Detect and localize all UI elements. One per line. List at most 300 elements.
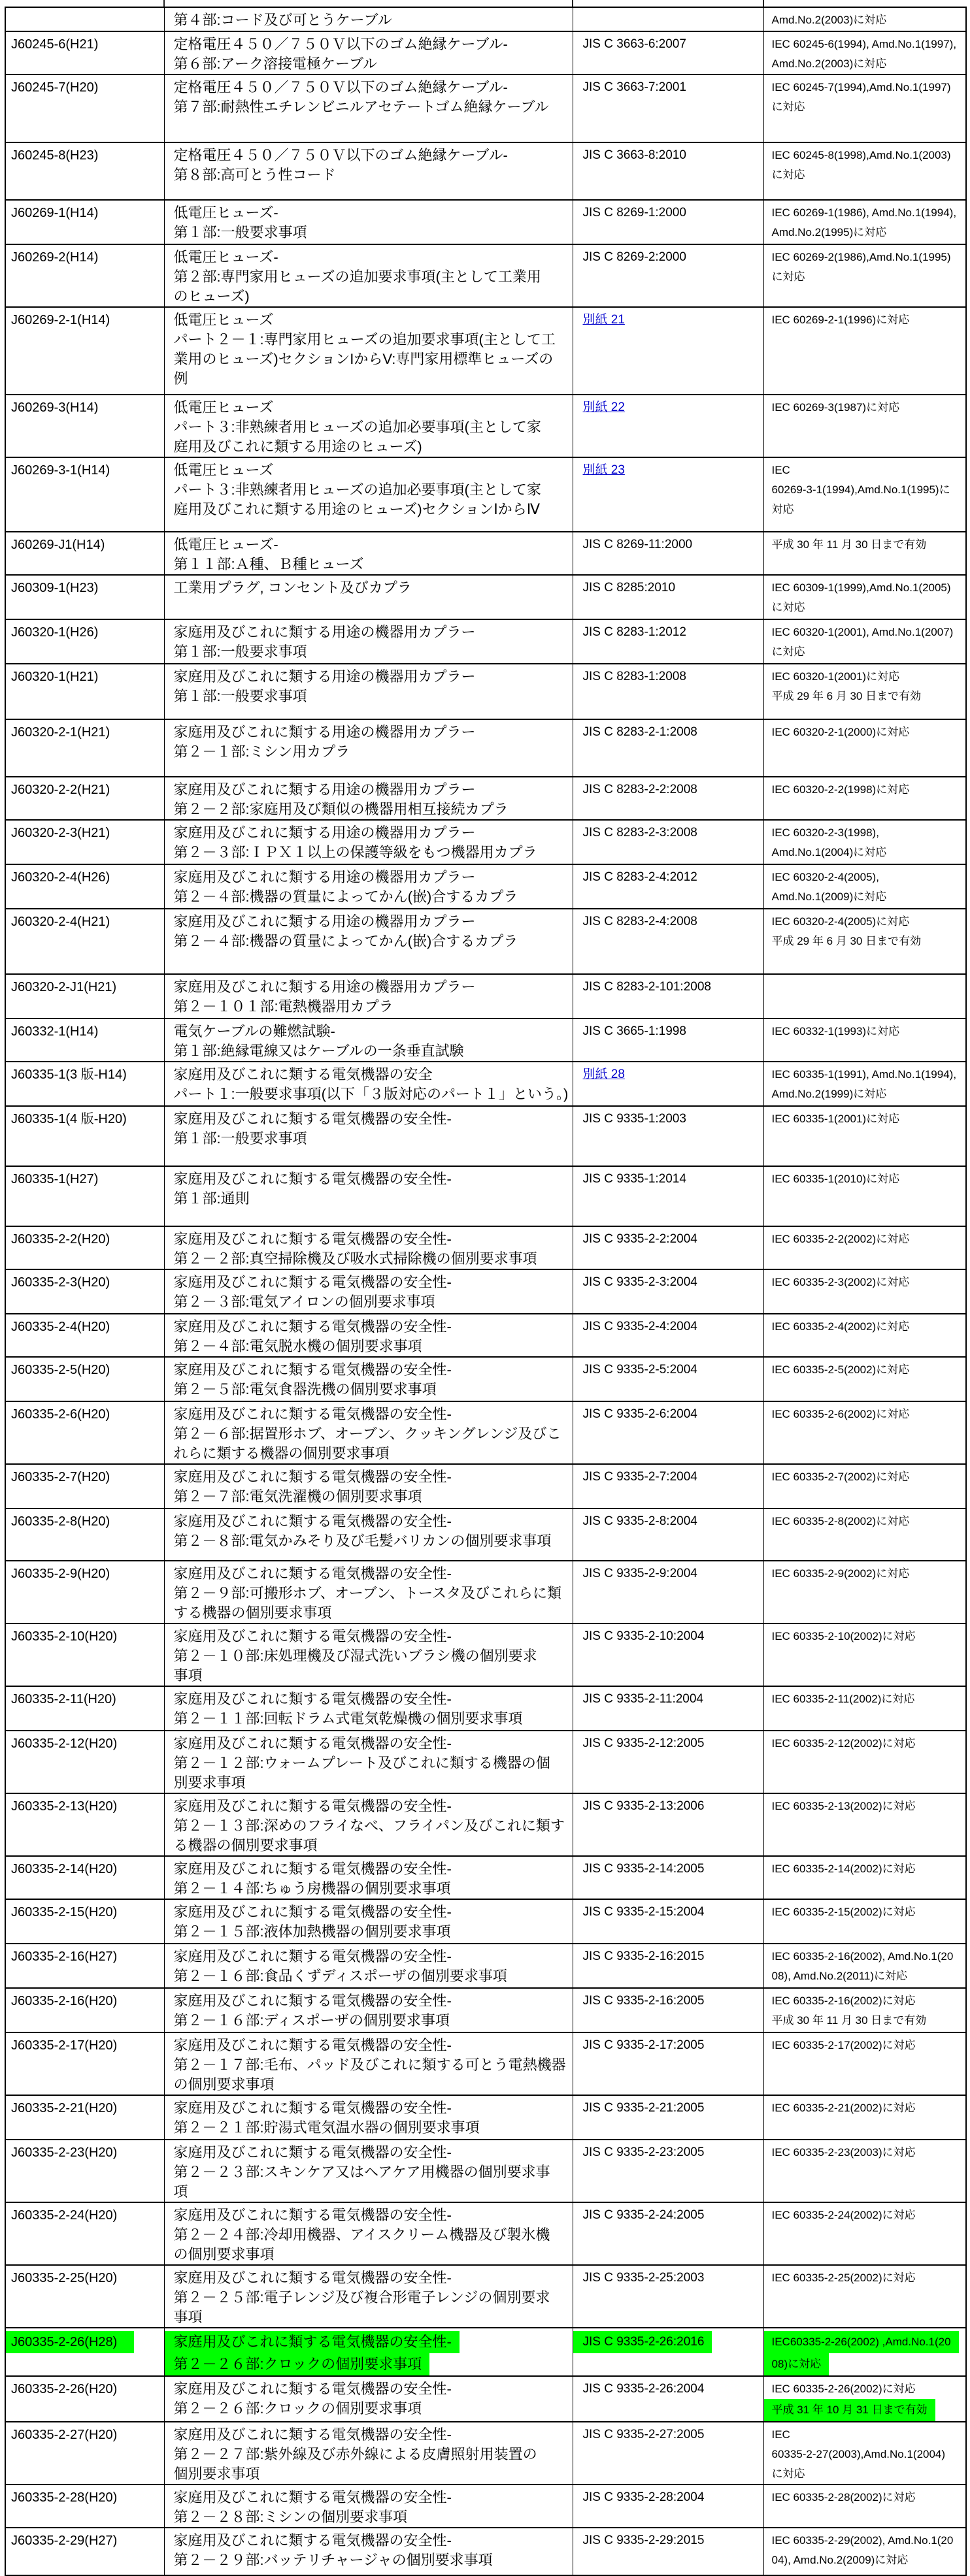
table-row (5, 2485, 966, 2528)
jis-line (583, 2036, 761, 2055)
standard-code-cell (5, 1899, 164, 1944)
standard-code-cell (5, 1019, 164, 1062)
standard-title-line (174, 2307, 570, 2327)
jis-standard-cell (573, 2032, 763, 2095)
standard-title-text: 第６部:アーク溶接電極ケーブル (173, 56, 377, 72)
standard-title-line (174, 1444, 570, 1463)
standard-code-cell (5, 619, 164, 664)
iec-correspondence-line (772, 687, 963, 706)
iec-correspondence-text: 平成 29 年 6 月 30 日まで有効 (771, 690, 922, 702)
standard-code-line (11, 2143, 161, 2162)
standard-code-cell (5, 1464, 164, 1508)
jis-standard-cell (573, 909, 763, 974)
iec-correspondence-line (772, 2464, 963, 2484)
standard-title-line (174, 578, 570, 598)
standards-table-body (5, 7, 966, 2575)
iec-correspondence-text: IEC 60269-3(1987)に対応 (771, 401, 900, 414)
standard-title-line (174, 2075, 570, 2095)
iec-correspondence-line (772, 1689, 963, 1709)
standard-title-text: 家庭用及びこれに類する電気機器の安全性- (173, 1318, 452, 1335)
jis-text: JIS C 9335-2-2:2004 (582, 1232, 697, 1246)
standard-title-text: 項 (173, 2183, 188, 2200)
jis-line (583, 1797, 761, 1816)
standard-code-text: J60320-2-2(H21) (11, 783, 110, 797)
table-row (5, 2528, 966, 2575)
standard-title-text: 第２－２８部:ミシンの個別要求事項 (173, 2509, 408, 2525)
standard-title-text: れらに類する機器の個別要求事項 (173, 1445, 390, 1461)
iec-correspondence-line (772, 2036, 963, 2055)
iec-correspondence-cell (763, 2485, 966, 2528)
table-row (5, 777, 966, 820)
iec-correspondence-text: 60269-3-1(1994),Amd.No.1(1995)に (771, 483, 950, 496)
standard-code-text: J60335-2-16(H27) (11, 1949, 118, 1964)
standard-title-line (174, 2245, 570, 2264)
iec-correspondence-line (772, 2011, 963, 2030)
jis-line (583, 578, 761, 598)
standard-code-cell (5, 2485, 164, 2528)
standard-code-text: J60335-2-9(H20) (11, 1567, 110, 1581)
standard-code-text: J60335-2-14(H20) (11, 1862, 118, 1876)
jis-standard-cell (573, 1226, 763, 1269)
table-row (5, 2422, 966, 2485)
iec-correspondence-line (772, 2379, 963, 2399)
jis-text: JIS C 8269-1:2000 (582, 206, 686, 220)
iec-correspondence-text: 08)に対応 (764, 2353, 829, 2375)
iec-correspondence-line (772, 1947, 963, 1966)
standard-title-text: 家庭用及びこれに類する電気機器の安全性- (173, 1171, 452, 1187)
standard-title-line (174, 1947, 570, 1966)
jis-standard-cell (573, 1508, 763, 1561)
table-row (5, 1561, 966, 1623)
standard-title-line (174, 2206, 570, 2225)
standard-title-cell (164, 2095, 573, 2140)
jis-line (583, 868, 761, 887)
standard-title-cell (164, 1623, 573, 1686)
jis-standard-cell (573, 307, 763, 395)
standard-title-text: 家庭用及びこれに類する用途の機器用カプラー (173, 781, 476, 798)
standard-title-text: 第２－２７部:紫外線及び赤外線による皮膚照射用装置の (173, 2446, 537, 2462)
standard-title-line (174, 1512, 570, 1531)
standard-code-text: J60335-2-29(H27) (11, 2534, 118, 2548)
standard-title-text: 第２－１部:ミシン用カプラ (173, 743, 350, 760)
standard-title-cell (164, 1508, 573, 1561)
standard-title-text: 定格電圧４５０／７５０Ｖ以下のゴム絶縁ケーブル- (173, 36, 508, 52)
jis-standard-cell (573, 31, 763, 74)
iec-correspondence-cell (763, 457, 966, 532)
standard-title-line (174, 800, 570, 819)
standard-title-text: パート３:非熟練者用ヒューズの追加必要事項(主として家 (173, 419, 541, 435)
jis-text: JIS C 9335-1:2003 (582, 1112, 686, 1126)
standard-title-line (174, 1797, 570, 1816)
iec-correspondence-text: IEC 60335-2-24(2002)に対応 (771, 2209, 916, 2221)
standard-title-cell (164, 1988, 573, 2032)
standard-title-line (174, 146, 570, 165)
iec-correspondence-text: IEC 60332-1(1993)に対応 (771, 1025, 900, 1037)
standard-code-line (11, 2036, 161, 2055)
standard-code-text: J60269-2-1(H14) (11, 313, 110, 327)
standard-code-text: J60335-2-27(H20) (11, 2428, 118, 2442)
standard-code-line (11, 2098, 161, 2118)
table-row (5, 1623, 966, 1686)
standard-title-line (174, 2098, 570, 2118)
standard-title-cell (164, 457, 573, 532)
standard-title-line (174, 437, 570, 457)
standard-title-text: 家庭用及びこれに類する電気機器の安全性- (173, 1628, 452, 1644)
jis-text: JIS C 3663-8:2010 (582, 148, 686, 162)
iec-correspondence-cell (763, 74, 966, 142)
standard-code-cell (5, 1166, 164, 1226)
jis-line (583, 1689, 761, 1709)
standard-title-text: 電気ケーブルの難燃試験- (173, 1023, 335, 1039)
standard-title-text: 第２－２６部:クロックの個別要求事項 (173, 2400, 422, 2417)
standard-title-line (174, 1666, 570, 1686)
standard-title-line (174, 642, 570, 662)
iec-correspondence-cell (763, 2095, 966, 2140)
standard-code-cell (5, 1623, 164, 1686)
table-row (5, 307, 966, 395)
standard-title-text: 第２－１４部:ちゅう房機器の個別要求事項 (173, 1880, 451, 1897)
iec-correspondence-cell (763, 619, 966, 664)
standard-title-line (174, 1603, 570, 1623)
iec-correspondence-text: IEC 60245-6(1994), Amd.No.1(1997), (771, 38, 957, 50)
standard-title-text: 家庭用及びこれに類する電気機器の安全性- (173, 1469, 452, 1485)
jis-standard-cell (573, 1561, 763, 1623)
standard-title-text: 家庭用及びこれに類する電気機器の安全性- (173, 1904, 452, 1920)
standard-code-cell (5, 820, 164, 864)
standard-code-cell (5, 395, 164, 457)
standard-title-cell (164, 7, 573, 31)
standard-code-text: J60335-2-12(H20) (11, 1736, 118, 1751)
standard-code-text: J60335-2-26(H20) (11, 2382, 118, 2396)
iec-correspondence-cell (763, 575, 966, 619)
standard-title-line (174, 2182, 570, 2202)
jis-line (583, 203, 761, 223)
jis-line (583, 823, 761, 843)
standard-title-line (174, 742, 570, 762)
iec-correspondence-line (772, 223, 963, 242)
standard-title-line (174, 1380, 570, 1399)
standard-code-text: J60320-1(H26) (11, 625, 99, 640)
standard-title-line (174, 2118, 570, 2138)
standard-code-text: J60335-1(H27) (11, 1172, 99, 1186)
standard-code-line (11, 1859, 161, 1879)
standard-code-line (11, 1947, 161, 1966)
standard-code-line (11, 1405, 161, 1424)
iec-correspondence-line (772, 10, 963, 30)
jis-standard-cell (573, 1401, 763, 1464)
standard-title-line (174, 997, 570, 1017)
jis-standard-cell (573, 619, 763, 664)
standard-title-cell (164, 2140, 573, 2202)
standard-code-text: J60335-2-4(H20) (11, 1320, 110, 1334)
standard-title-text: 第２－１５部:液体加熱機器の個別要求事項 (173, 1923, 451, 1940)
standard-code-cell (5, 2032, 164, 2095)
jis-standard-cell (573, 457, 763, 532)
table-row (5, 1357, 966, 1401)
standard-code-line (11, 310, 161, 330)
standard-title-cell (164, 1166, 573, 1226)
standard-title-text: 第２－９部:可搬形ホブ、オーブン、トースタ及びこれらに類 (173, 1585, 562, 1601)
standard-title-line (174, 977, 570, 997)
jis-standard-cell (573, 2095, 763, 2140)
standard-code-cell (5, 31, 164, 74)
iec-correspondence-text: に対応 (771, 2468, 805, 2480)
standard-code-cell (5, 2095, 164, 2140)
standard-title-line (174, 932, 570, 951)
jis-text: JIS C 9335-2-26:2016 (573, 2331, 712, 2353)
attachment-link[interactable]: 別紙 28 (582, 1068, 625, 1081)
standard-code-cell (5, 909, 164, 974)
jis-standard-cell (573, 1899, 763, 1944)
iec-correspondence-line (772, 2353, 963, 2375)
jis-line (583, 780, 761, 800)
standard-title-text: 家庭用及びこれに類する電気機器の安全性- (173, 1565, 452, 1582)
jis-text: JIS C 9335-2-25:2003 (582, 2271, 705, 2285)
standard-title-text: 第２－４部:電気脱水機の個別要求事項 (173, 1338, 422, 1354)
standard-title-line (174, 1487, 570, 1507)
standard-title-line (174, 1189, 570, 1209)
standard-title-line (174, 2162, 570, 2182)
standards-table (5, 7, 967, 2576)
standard-title-line (174, 165, 570, 185)
standard-title-line (174, 2425, 570, 2445)
standard-title-line (174, 1646, 570, 1666)
jis-text: JIS C 9335-2-10:2004 (582, 1629, 705, 1643)
table-row (5, 820, 966, 864)
standard-title-line (174, 555, 570, 574)
iec-correspondence-cell (763, 1401, 966, 1464)
standard-code-line (11, 1564, 161, 1584)
jis-text: JIS C 9335-2-21:2005 (582, 2101, 705, 2115)
standard-title-line (174, 369, 570, 389)
standard-title-cell (164, 244, 573, 307)
standard-title-cell (164, 1019, 573, 1062)
iec-correspondence-text: IEC 60335-2-15(2002)に対応 (771, 1906, 916, 1918)
jis-standard-cell (573, 2422, 763, 2485)
standard-title-line (174, 2379, 570, 2399)
standard-title-cell (164, 1686, 573, 1731)
table-row (5, 31, 966, 74)
standard-code-text: J60335-2-6(H20) (11, 1407, 110, 1422)
standard-title-line (174, 1022, 570, 1041)
jis-text: JIS C 8269-11:2000 (582, 538, 693, 551)
iec-correspondence-text: IEC 60335-2-13(2002)に対応 (771, 1800, 916, 1812)
attachment-link[interactable]: 別紙 23 (582, 463, 625, 477)
jis-text: JIS C 9335-2-14:2005 (582, 1862, 705, 1876)
jis-text: JIS C 9335-2-28:2004 (582, 2490, 705, 2504)
standard-title-line (174, 1424, 570, 1444)
standard-title-text: 個別要求事項 (173, 2466, 260, 2482)
jis-line (583, 1991, 761, 2011)
jis-line (583, 1734, 761, 1753)
jis-line (583, 667, 761, 687)
table-row (5, 2265, 966, 2328)
iec-correspondence-line (772, 2531, 963, 2551)
standard-title-text: 第２－８部:電気かみそり及び毛髪バリカンの個別要求事項 (173, 1533, 552, 1549)
standard-title-text: パート１:一般要求事項(以下「３版対応のパート１」という。) (173, 1086, 569, 1102)
standard-title-text: 第１１部:Ａ種、Ｂ種ヒューズ (173, 556, 364, 572)
attachment-link[interactable]: 別紙 21 (582, 313, 625, 327)
standard-code-cell (5, 7, 164, 31)
standard-title-text: 第２－１０部:床処理機及び湿式洗いブラシ機の個別要求 (173, 1648, 537, 1664)
jis-text: JIS C 9335-2-6:2004 (582, 1407, 697, 1421)
iec-correspondence-line (772, 1467, 963, 1487)
standard-code-cell (5, 532, 164, 575)
standard-title-cell (164, 1226, 573, 1269)
iec-correspondence-cell (763, 1062, 966, 1106)
standard-title-line (174, 203, 570, 223)
standard-title-text: 第２－２３部:スキンケア又はヘアケア用機器の個別要求事 (173, 2164, 550, 2180)
standard-code-text: J60335-2-26(H28) (6, 2331, 134, 2353)
standard-title-line (174, 1292, 570, 1312)
standard-title-line (174, 267, 570, 287)
standard-title-cell (164, 1062, 573, 1106)
standard-code-text: J60320-2-3(H21) (11, 826, 110, 840)
standard-code-cell (5, 777, 164, 820)
iec-correspondence-line (772, 2425, 963, 2445)
standard-code-text: J60335-2-5(H20) (11, 1363, 110, 1377)
jis-text: JIS C 9335-2-24:2005 (582, 2208, 705, 2222)
jis-line (583, 146, 761, 165)
jis-text: JIS C 9335-2-7:2004 (582, 1470, 697, 1484)
standard-title-text: 事項 (173, 2309, 203, 2325)
table-row (5, 532, 966, 575)
jis-line (583, 2268, 761, 2288)
standard-title-text: 家庭用及びこれに類する用途の機器用カプラー (173, 869, 476, 885)
standard-code-line (11, 1734, 161, 1753)
jis-standard-cell (573, 395, 763, 457)
iec-correspondence-text: IEC 60335-1(2001)に対応 (771, 1113, 900, 1125)
iec-correspondence-text: IEC 60320-2-4(2005)に対応 (771, 915, 910, 928)
iec-correspondence-line (772, 78, 963, 97)
attachment-link[interactable]: 別紙 22 (582, 400, 625, 414)
standard-title-text: 家庭用及びこれに類する電気機器の安全性- (173, 1513, 452, 1529)
iec-correspondence-cell (763, 2140, 966, 2202)
standard-title-line (174, 1109, 570, 1129)
iec-correspondence-cell (763, 244, 966, 307)
standard-title-line (174, 1405, 570, 1424)
table-row (5, 457, 966, 532)
table-row (5, 1401, 966, 1464)
standard-title-line (174, 887, 570, 907)
standard-code-line (11, 1022, 161, 1041)
standard-title-line (174, 535, 570, 555)
standard-code-line (11, 2331, 161, 2353)
standard-title-text: の個別要求事項 (173, 2076, 275, 2093)
standard-title-line (174, 398, 570, 417)
iec-correspondence-text: 60335-2-27(2003),Amd.No.1(2004) (771, 2448, 946, 2460)
standard-code-line (11, 2531, 161, 2551)
standard-title-line (174, 1734, 570, 1753)
standard-title-text: 第１部:一般要求事項 (173, 224, 307, 240)
standard-code-cell (5, 200, 164, 244)
standard-code-line (11, 1065, 161, 1084)
standard-title-text: 第１部:通則 (173, 1190, 250, 1207)
standard-title-cell (164, 1357, 573, 1401)
standard-title-text: 第２－１７部:毛布、パッド及びこれに類する可とう電熱機器 (173, 2057, 566, 2073)
jis-line (583, 535, 761, 555)
iec-correspondence-text: IEC 60335-1(1991), Amd.No.1(1994), (771, 1068, 957, 1081)
jis-standard-cell (573, 1988, 763, 2032)
standard-title-text: 家庭用及びこれに類する電気機器の安全 (173, 1066, 433, 1083)
standard-title-text: 家庭用及びこれに類する電気機器の安全性- (173, 1361, 452, 1378)
jis-standard-cell (573, 974, 763, 1019)
standard-title-text: 第２－４部:機器の質量によってかん(嵌)合するカプラ (173, 933, 518, 949)
standard-title-cell (164, 2032, 573, 2095)
standard-code-text: J60335-2-3(H20) (11, 1275, 110, 1290)
standard-code-cell (5, 864, 164, 909)
jis-line (583, 912, 761, 932)
standard-title-cell (164, 1314, 573, 1357)
standard-title-cell (164, 1944, 573, 1988)
standard-title-cell (164, 1106, 573, 1166)
standard-title-text: 家庭用及びこれに類する電気機器の安全性- (173, 2207, 452, 2223)
iec-correspondence-cell (763, 1988, 966, 2032)
jis-standard-cell (573, 532, 763, 575)
standard-title-line (174, 1773, 570, 1793)
standard-title-text: 第１部:絶縁電線又はケーブルの一条垂直試験 (173, 1043, 464, 1059)
jis-standard-cell (573, 2485, 763, 2528)
standard-code-text: J60335-2-2(H20) (11, 1232, 110, 1247)
standard-title-cell (164, 2485, 573, 2528)
iec-correspondence-cell (763, 1731, 966, 1793)
standard-code-line (11, 1797, 161, 1816)
iec-correspondence-text: に対応 (771, 101, 805, 113)
standard-code-text: J60245-8(H23) (11, 148, 99, 163)
iec-correspondence-line (772, 2268, 963, 2288)
jis-text: JIS C 9335-2-5:2004 (582, 1363, 697, 1377)
iec-correspondence-cell (763, 2376, 966, 2422)
jis-text: JIS C 3663-6:2007 (582, 37, 686, 51)
standard-title-text: 家庭用及びこれに類する電気機器の安全性- (173, 1948, 452, 1965)
iec-correspondence-text: に対応 (771, 169, 805, 181)
standard-title-cell (164, 1899, 573, 1944)
standard-title-cell (164, 909, 573, 974)
standard-title-text: 第２－２部:真空掃除機及び吸水式掃除機の個別要求事項 (173, 1250, 537, 1267)
standard-code-line (11, 623, 161, 642)
standard-title-line (174, 1230, 570, 1249)
standard-title-text: 家庭用及びこれに類する電気機器の安全性- (173, 2037, 452, 2053)
standard-code-line (11, 2488, 161, 2507)
standard-code-text: J60335-2-24(H20) (11, 2208, 118, 2223)
iec-correspondence-cell (763, 1686, 966, 1731)
jis-text: JIS C 8283-1:2008 (582, 670, 686, 683)
iec-correspondence-cell (763, 1314, 966, 1357)
standard-code-text: J60335-2-25(H20) (11, 2271, 118, 2285)
iec-correspondence-text: 平成 29 年 6 月 30 日まで有効 (771, 935, 922, 947)
standard-title-text: 第２－２６部:クロックの個別要求事項 (165, 2353, 430, 2375)
standard-title-text: 第２－１０１部:電熱機器用カプラ (173, 998, 393, 1015)
iec-correspondence-text: IEC (771, 2428, 790, 2441)
standard-title-line (174, 1564, 570, 1584)
iec-correspondence-line (772, 535, 963, 555)
standard-code-cell (5, 457, 164, 532)
standard-title-cell (164, 200, 573, 244)
standard-code-line (11, 1317, 161, 1337)
iec-correspondence-text: IEC 60335-2-16(2002), Amd.No.1(20 (771, 1950, 954, 1963)
standard-code-text: J60335-2-15(H20) (11, 1905, 118, 1919)
standard-title-cell (164, 2422, 573, 2485)
jis-text: JIS C 8283-1:2012 (582, 625, 686, 639)
standard-code-line (11, 248, 161, 267)
standard-code-line (11, 1230, 161, 1249)
standard-code-cell (5, 2328, 164, 2376)
jis-text: JIS C 9335-2-16:2005 (582, 1994, 705, 2008)
standard-code-text: J60335-2-28(H20) (11, 2490, 118, 2505)
iec-correspondence-line (772, 1109, 963, 1129)
standard-title-line (174, 1531, 570, 1551)
jis-line (583, 1859, 761, 1879)
